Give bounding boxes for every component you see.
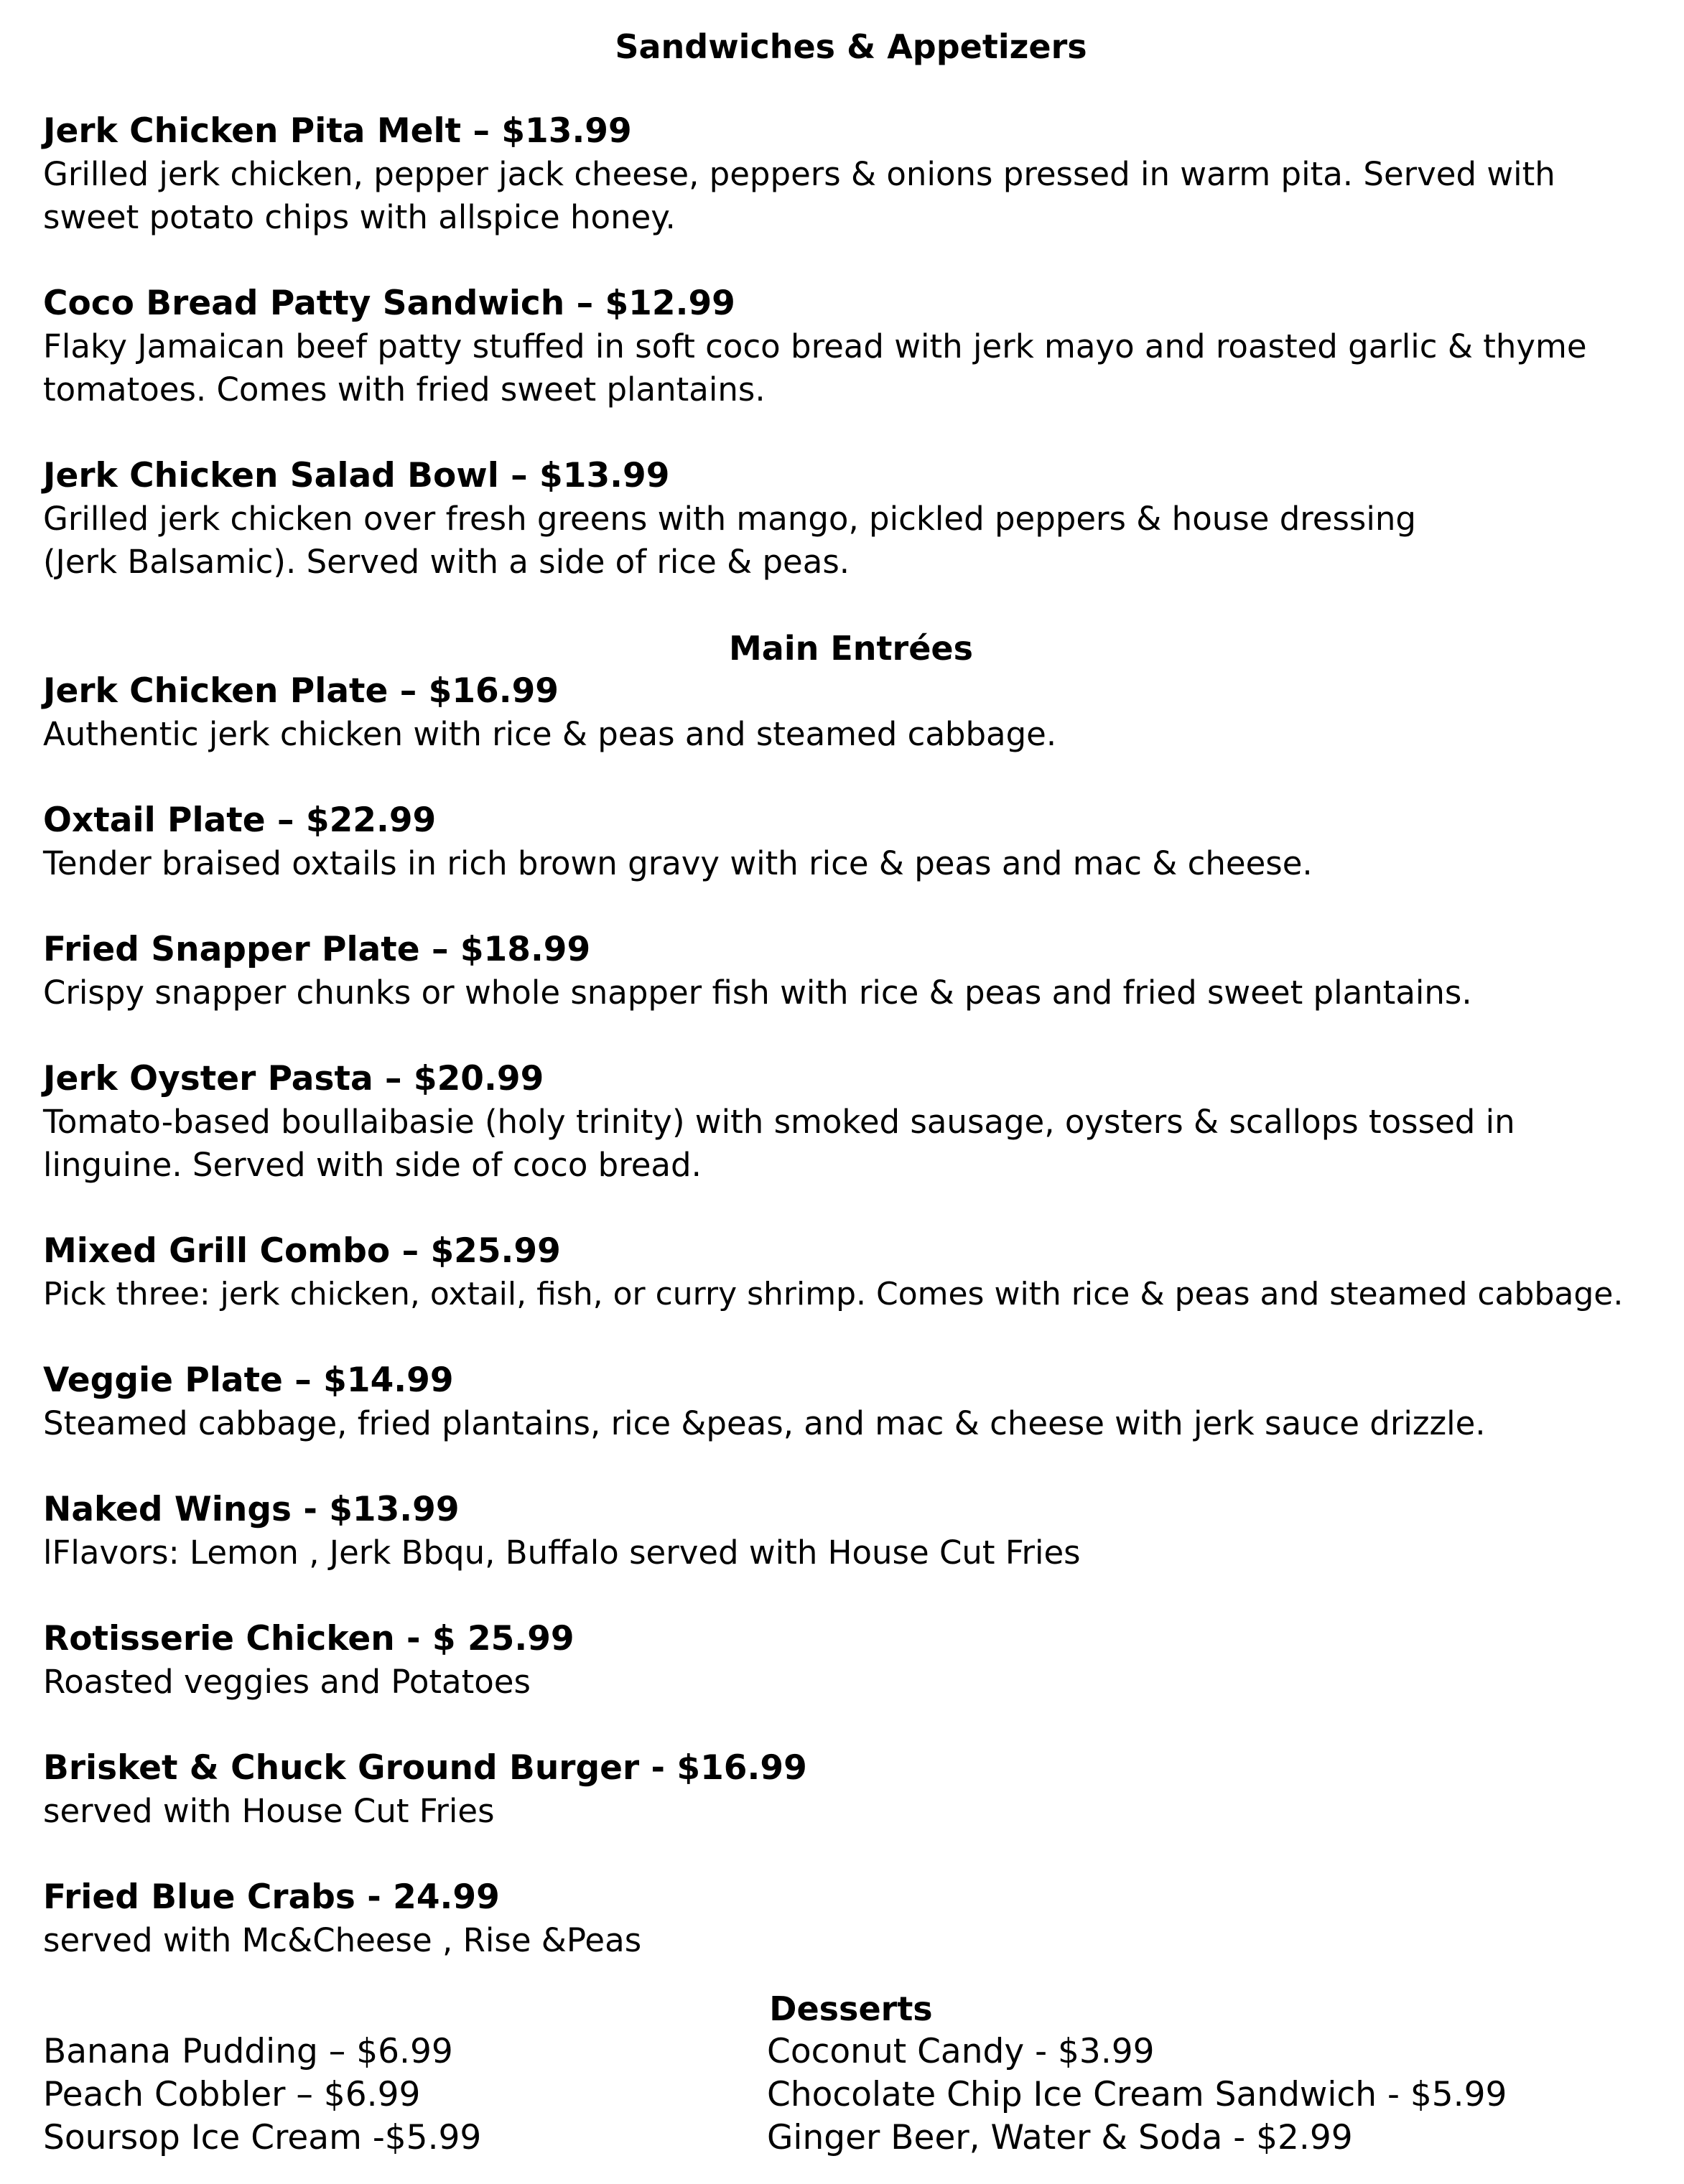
dessert-item: Soursop Ice Cream -$5.99 xyxy=(43,2118,482,2157)
menu-item xyxy=(43,928,1659,1014)
desserts-right-column xyxy=(767,2030,1507,2160)
section-title-sandwiches: Sandwiches & Appetizers xyxy=(615,27,1087,66)
item-description: Grilled jerk chicken, pepper jack cheese, peppers & onions pressed in warm pita. Served with sweet potato chips with allspice honey. xyxy=(43,155,1555,236)
item-name: Jerk Chicken Pita Melt – $13.99 xyxy=(43,111,632,151)
item-name: Oxtail Plate – $22.99 xyxy=(43,801,437,840)
item-name: Veggie Plate – $14.99 xyxy=(43,1361,454,1400)
item-description: Authentic jerk chicken with rice & peas and steamed cabbage. xyxy=(43,715,1057,753)
item-description: Tomato-based boullaibasie (holy trinity) with smoked sausage, oysters & scallops tossed in linguine. Served with side of coco bread. xyxy=(43,1103,1515,1184)
menu-item xyxy=(43,1058,1659,1187)
item-name: Fried Blue Crabs - 24.99 xyxy=(43,1877,500,1917)
menu-item xyxy=(43,670,1659,756)
dessert-item: Peach Cobbler – $6.99 xyxy=(43,2075,421,2114)
desserts-left-column xyxy=(43,2030,481,2160)
dessert-item: Banana Pudding – $6.99 xyxy=(43,2032,453,2071)
item-description: lFlavors: Lemon , Jerk Bbqu, Buffalo served with House Cut Fries xyxy=(43,1534,1081,1572)
item-name: Mixed Grill Combo – $25.99 xyxy=(43,1231,561,1271)
item-description: Roasted veggies and Potatoes xyxy=(43,1663,531,1701)
item-name: Rotisserie Chicken - $ 25.99 xyxy=(43,1619,574,1658)
dessert-item: Chocolate Chip Ice Cream Sandwich - $5.99 xyxy=(767,2075,1507,2114)
item-description: served with House Cut Fries xyxy=(43,1792,495,1830)
menu-item xyxy=(43,1359,1659,1445)
item-description: Pick three: jerk chicken, oxtail, fish, or curry shrimp. Comes with rice & peas and steamed cabbage. xyxy=(43,1276,1624,1312)
menu-item xyxy=(43,282,1659,411)
item-name: Coco Bread Patty Sandwich – $12.99 xyxy=(43,284,735,323)
item-name: Fried Snapper Plate – $18.99 xyxy=(43,930,591,969)
menu-item xyxy=(43,110,1659,239)
section-title-entrees: Main Entrées xyxy=(729,629,973,668)
item-name: Naked Wings - $13.99 xyxy=(43,1490,460,1529)
item-description: Crispy snapper chunks or whole snapper fish with rice & peas and fried sweet plantains. xyxy=(43,974,1472,1012)
item-description: Steamed cabbage, fried plantains, rice &peas, and mac & cheese with jerk sauce drizzle. xyxy=(43,1404,1486,1442)
item-description: (Jerk Balsamic). Served with a side of rice & peas. xyxy=(43,543,850,581)
menu-item xyxy=(43,1876,1659,1962)
dessert-item: Ginger Beer, Water & Soda - $2.99 xyxy=(767,2118,1353,2157)
item-description: Tender braised oxtails in rich brown gravy with rice & peas and mac & cheese. xyxy=(43,844,1313,882)
menu-item xyxy=(43,1618,1659,1704)
item-description: Flaky Jamaican beef patty stuffed in soft coco bread with jerk mayo and roasted garlic & thyme tomatoes. Comes with fried sweet plantains. xyxy=(43,327,1587,409)
item-name: Jerk Oyster Pasta – $20.99 xyxy=(43,1059,544,1098)
menu-item xyxy=(43,1488,1659,1574)
menu-item xyxy=(43,1747,1659,1833)
menu-item xyxy=(43,799,1659,885)
dessert-item: Coconut Candy - $3.99 xyxy=(767,2032,1155,2071)
section-title-desserts: Desserts xyxy=(769,1989,933,2028)
menu-item xyxy=(43,1230,1659,1316)
item-description: served with Mc&Cheese , Rise &Peas xyxy=(43,1921,642,1959)
item-description: Grilled jerk chicken over fresh greens with mango, pickled peppers & house dressing xyxy=(43,500,1416,538)
item-name: Brisket & Chuck Ground Burger - $16.99 xyxy=(43,1748,807,1788)
item-name: Jerk Chicken Salad Bowl – $13.99 xyxy=(43,456,670,495)
item-name: Jerk Chicken Plate – $16.99 xyxy=(43,671,559,711)
menu-item xyxy=(43,454,1659,584)
